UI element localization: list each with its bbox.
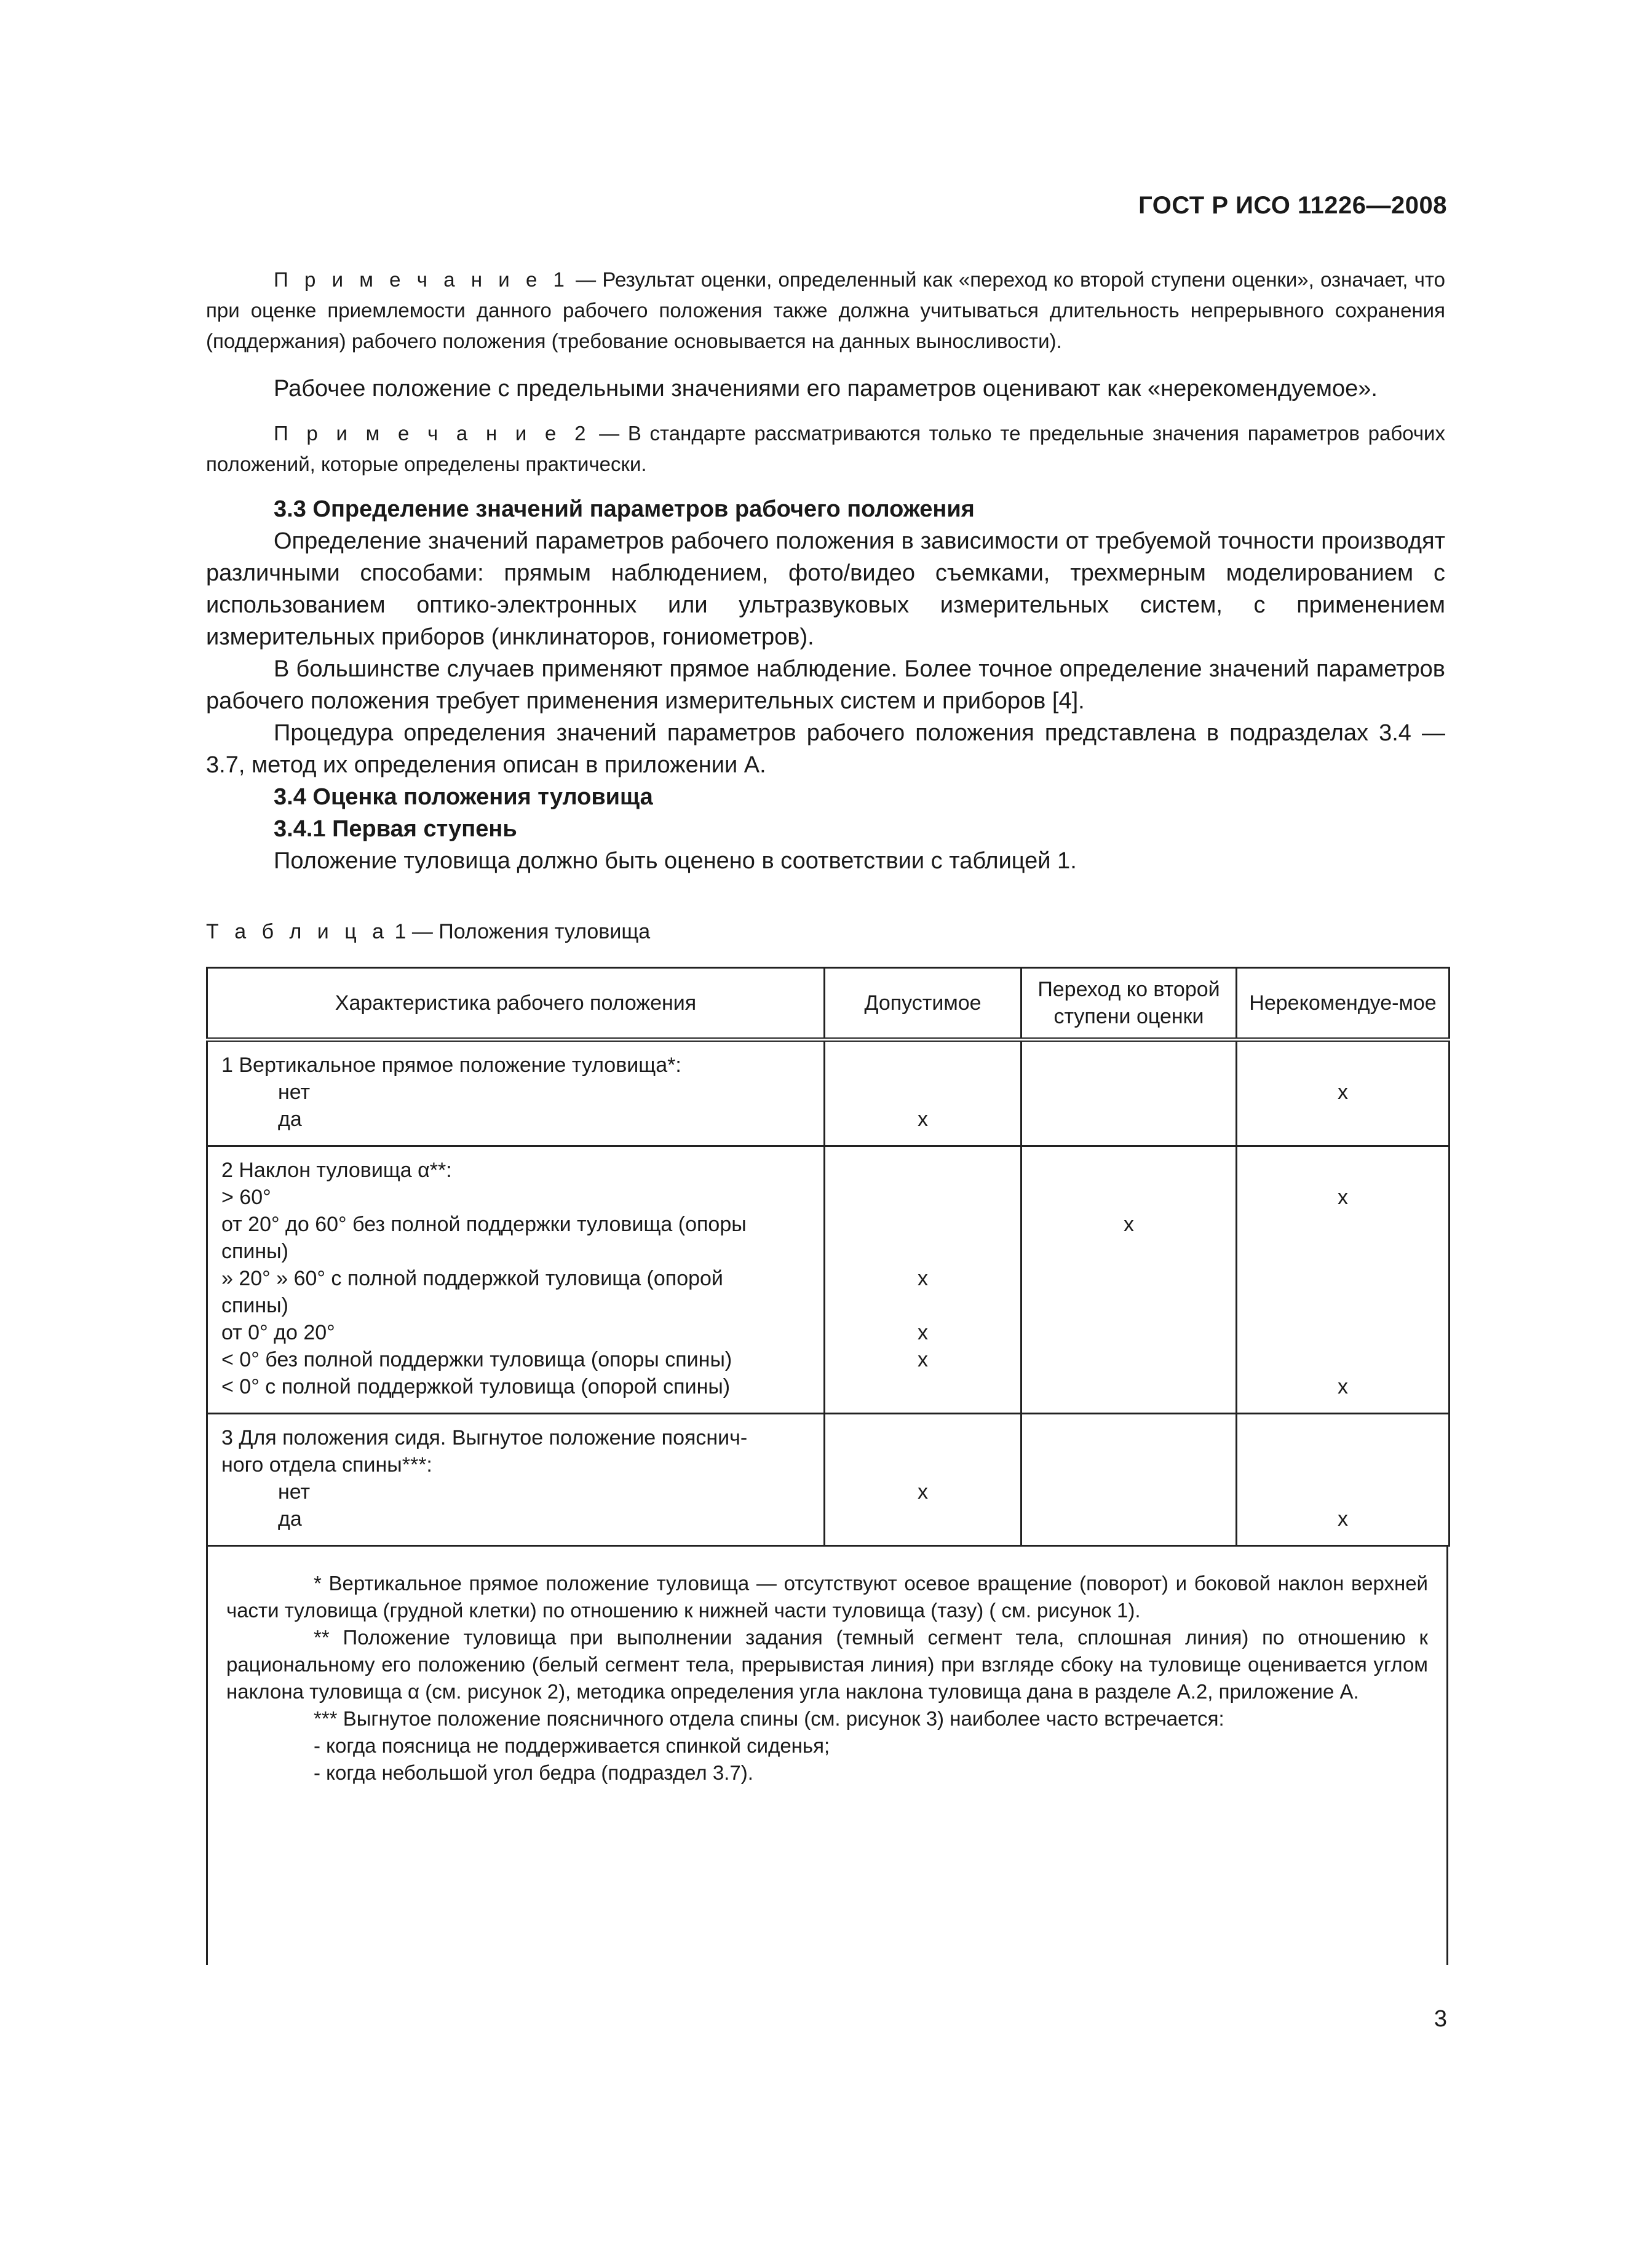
criterion-line: да — [278, 1507, 302, 1531]
table-caption-label: Т а б л и ц а — [206, 920, 389, 943]
note-1-label: П р и м е ч а н и е 1 — [274, 268, 569, 291]
acceptable-cell — [825, 1040, 1021, 1146]
mark — [1023, 1184, 1235, 1211]
mark — [1023, 1505, 1235, 1532]
not-recommended-cell — [1237, 1414, 1450, 1546]
header-not-recommended: Нерекомендуе-мое — [1237, 968, 1450, 1040]
second-stage-cell — [1021, 1146, 1237, 1414]
mark: x — [918, 1108, 928, 1131]
table-footnotes — [206, 1547, 1448, 1965]
table-caption-text: 1 — Положения туловища — [389, 920, 651, 943]
footnote-3-item-b: - когда небольшой угол бедра (подраздел 3.7). — [314, 1761, 753, 1784]
criterion-line: нет — [278, 1480, 311, 1504]
second-stage-cell — [1021, 1414, 1237, 1546]
mark — [1023, 1106, 1235, 1133]
header-acceptable: Допустимое — [825, 968, 1021, 1040]
mark — [1238, 1478, 1448, 1505]
section-3-3-heading: 3.3 Определение значений параметров рабочего положения — [274, 496, 975, 522]
note-1-text: — Результат оценки, определенный как «переход ко второй ступени оценки», означает, что при оценке приемлемости данного рабочего положения также должна учитываться длительность непрерывного сохранения (поддержания) рабочего положения (требование основывается на данных выносливости). — [206, 268, 1446, 352]
mark — [826, 1505, 1020, 1532]
mark — [1023, 1319, 1235, 1346]
header-characteristic: Характеристика рабочего положения — [207, 968, 825, 1040]
criterion-line: 2 Наклон туловища α**: — [221, 1159, 452, 1182]
section-3-4-1-paragraph: Положение туловища должно быть оценено в соответствии с таблицей 1. — [274, 848, 1077, 874]
table-row — [207, 1146, 1450, 1414]
mark — [1238, 1319, 1448, 1346]
mark — [826, 1184, 1020, 1211]
mark: x — [1338, 1375, 1348, 1398]
mark — [1023, 1265, 1235, 1292]
criterion-line: от 20° до 60° без полной поддержки туловища (опоры — [221, 1213, 747, 1236]
mark — [1238, 1292, 1448, 1319]
mark: x — [918, 1267, 928, 1290]
note-1 — [206, 264, 1445, 357]
table-header-row — [207, 968, 1450, 1040]
mark — [1023, 1292, 1235, 1319]
table-row — [207, 1414, 1450, 1546]
table-row — [207, 1040, 1450, 1146]
note-2 — [206, 418, 1445, 480]
criterion-line: < 0° без полной поддержки туловища (опоры спины) — [221, 1348, 732, 1371]
section-3-3-paragraph-1: Определение значений параметров рабочего положения в зависимости от требуемой точности производят различными способами: прямым наблюдением, фото/видео съемками, трехмерным моделированием с использованием оптико-электронных или ультразвуковых измерительных систем, с применением измерительных приборов (инклинаторов, гониометров). — [206, 528, 1445, 650]
criterion-line: от 0° до 20° — [221, 1321, 335, 1344]
mark — [1023, 1478, 1235, 1505]
mark — [1238, 1424, 1448, 1451]
mark — [1238, 1265, 1448, 1292]
mark — [826, 1157, 1020, 1184]
not-recommended-cell — [1237, 1040, 1450, 1146]
note-2-label: П р и м е ч а н и е 2 — [274, 422, 591, 445]
mark — [1238, 1157, 1448, 1184]
mark — [1238, 1346, 1448, 1373]
criterion-cell — [207, 1040, 825, 1146]
mark: x — [918, 1321, 928, 1344]
acceptable-cell — [825, 1414, 1021, 1546]
footnote-1: * Вертикальное прямое положение туловища — отсутствуют осевое вращение (поворот) и боковой наклон верхней части туловища (грудной клетки) по отношению к нижней части туловища (тазу) ( см. рисунок 1). — [226, 1572, 1428, 1622]
footnote-2: ** Положение туловища при выполнении задания (темный сегмент тела, сплошная линия) по отношению к рациональному его положению (белый сегмент тела, прерывистая линия) при взгляде сбоку на туловище оценивается углом наклона туловища α (см. рисунок 2), методика определения угла наклона туловища дана в разделе А.2, приложение А. — [226, 1626, 1428, 1703]
mark — [826, 1052, 1020, 1079]
mark — [1238, 1451, 1448, 1478]
criterion-line: спины) — [221, 1240, 288, 1263]
footnote-3: *** Выгнутое положение поясничного отдела спины (см. рисунок 3) наиболее часто встречается: — [314, 1707, 1224, 1730]
section-3-4-1-heading: 3.4.1 Первая ступень — [274, 816, 517, 842]
criterion-line: » 20° » 60° с полной поддержкой туловища (опорой — [221, 1267, 723, 1290]
section-3-3-paragraph-3: Процедура определения значений параметров рабочего положения представлена в подразделах 3.4 — 3.7, метод их определения описан в приложении А. — [206, 720, 1445, 778]
mark — [1238, 1238, 1448, 1265]
header-second-stage: Переход ко второй ступени оценки — [1021, 968, 1237, 1040]
mark — [1023, 1238, 1235, 1265]
mark — [826, 1292, 1020, 1319]
criterion-cell — [207, 1414, 825, 1546]
mark — [1238, 1106, 1448, 1133]
mark — [1023, 1424, 1235, 1451]
acceptable-cell — [825, 1146, 1021, 1414]
mark — [1238, 1052, 1448, 1079]
not-recommended-cell — [1237, 1146, 1450, 1414]
criterion-cell — [207, 1146, 825, 1414]
mark — [1023, 1346, 1235, 1373]
mark — [1023, 1373, 1235, 1400]
mark: x — [918, 1348, 928, 1371]
criterion-line: > 60° — [221, 1186, 271, 1209]
mark — [826, 1451, 1020, 1478]
mark — [826, 1424, 1020, 1451]
note-2-text: — В стандарте рассматриваются только те предельные значения параметров рабочих положений, которые определены практически. — [206, 422, 1445, 475]
criterion-line: нет — [278, 1080, 311, 1104]
paragraph-extreme-values: Рабочее положение с предельными значениями его параметров оценивают как «нерекомендуемое». — [274, 376, 1378, 402]
section-3-3-paragraph-2: В большинстве случаев применяют прямое наблюдение. Более точное определение значений параметров рабочего положения требует применения измерительных систем и приборов [4]. — [206, 656, 1445, 714]
standard-number: ГОСТ Р ИСО 11226—2008 — [1138, 192, 1447, 219]
mark — [1023, 1451, 1235, 1478]
criterion-line: ного отдела спины***: — [221, 1453, 432, 1477]
main-text — [206, 264, 1445, 877]
mark: x — [1338, 1507, 1348, 1531]
criterion-line: да — [278, 1108, 302, 1131]
mark — [1023, 1052, 1235, 1079]
table-caption — [206, 920, 650, 944]
section-3-4-heading: 3.4 Оценка положения туловища — [274, 784, 653, 810]
mark — [1023, 1079, 1235, 1106]
criterion-line: 1 Вертикальное прямое положение туловища*: — [221, 1053, 681, 1077]
mark — [1023, 1157, 1235, 1184]
trunk-positions-table — [206, 967, 1448, 1965]
mark: x — [1338, 1080, 1348, 1104]
second-stage-cell — [1021, 1040, 1237, 1146]
mark — [826, 1373, 1020, 1400]
criterion-line: < 0° с полной поддержкой туловища (опорой спины) — [221, 1375, 731, 1398]
mark — [826, 1238, 1020, 1265]
mark — [826, 1211, 1020, 1238]
mark: x — [1124, 1213, 1134, 1236]
mark — [1238, 1211, 1448, 1238]
page-number: 3 — [1434, 2006, 1447, 2032]
criterion-line: 3 Для положения сидя. Выгнутое положение пояснич- — [221, 1426, 748, 1449]
mark — [826, 1079, 1020, 1106]
criterion-line: спины) — [221, 1294, 288, 1317]
footnote-3-item-a: - когда поясница не поддерживается спинкой сиденья; — [314, 1734, 830, 1757]
mark: x — [918, 1480, 928, 1504]
mark: x — [1338, 1186, 1348, 1209]
